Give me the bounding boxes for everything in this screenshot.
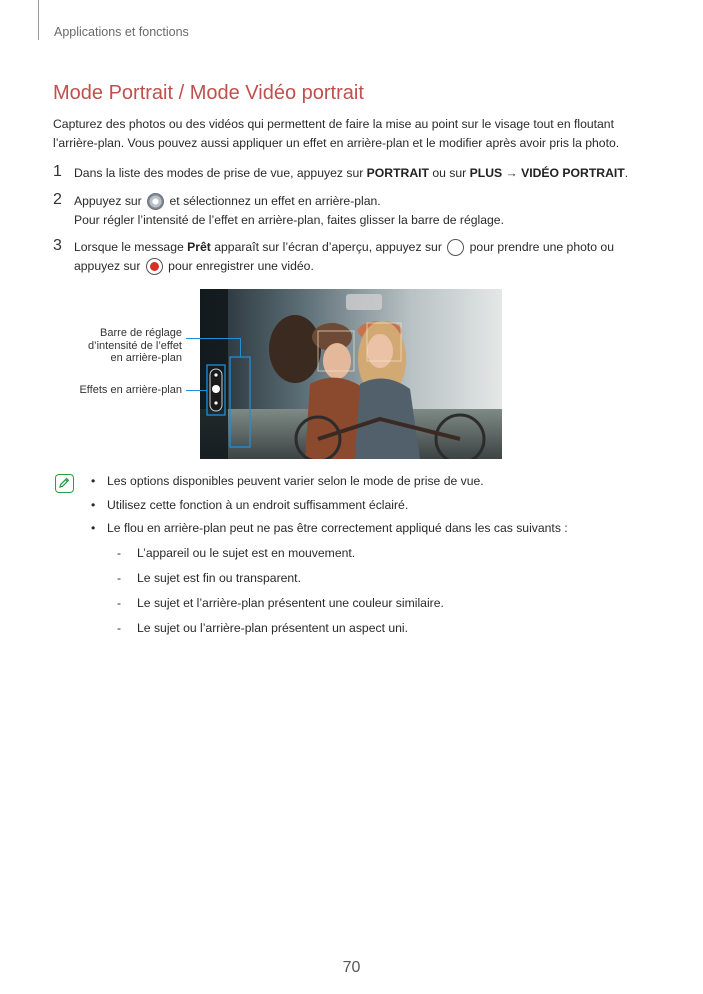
step-body bbox=[74, 238, 654, 276]
video-record-icon[interactable] bbox=[146, 258, 163, 275]
step-text: Lorsque le message bbox=[74, 240, 188, 254]
list-item: • Utilisez cette fonction à un endroit suffisamment éclairé. bbox=[91, 496, 568, 520]
callout-text: Barre de réglage bbox=[100, 327, 182, 339]
step-text: . bbox=[624, 166, 629, 180]
portrait-video-label: VIDÉO PORTRAIT bbox=[521, 166, 625, 180]
slider-callout-line bbox=[186, 338, 240, 339]
page-title: Mode Portrait / Mode Vidéo portrait bbox=[53, 82, 364, 104]
list-item: • Le flou en arrière-plan peut ne pas être correctement appliqué dans les cas suivants : bbox=[91, 519, 568, 543]
step-text: apparaît sur l’écran d’aperçu, appuyez sur bbox=[210, 240, 446, 254]
ready-message-label: Prêt bbox=[187, 240, 211, 254]
section-title: Applications et fonctions bbox=[54, 25, 189, 39]
intro-paragraph: Capturez des photos ou des vidéos qui permettent de faire la mise au point sur le visage tout en floutant l’arrière-plan. Vous pouvez aussi appliquer un effet en arrière-plan et le modifier après avoir pris la photo. bbox=[53, 117, 620, 150]
step-text: Dans la liste des modes de prise de vue, appuyez sur bbox=[74, 166, 367, 180]
camera-preview-illustration bbox=[200, 289, 502, 459]
callout-text: d’intensité de l’effet bbox=[88, 339, 182, 352]
subnotes-list bbox=[117, 544, 444, 644]
step-number: 3 bbox=[53, 237, 62, 254]
step-text: → bbox=[502, 166, 522, 180]
list-item: - Le sujet et l’arrière-plan présentent une couleur similaire. bbox=[117, 594, 444, 619]
step-number: 1 bbox=[53, 163, 62, 180]
step-body bbox=[74, 164, 654, 183]
step-2 bbox=[53, 192, 654, 230]
camera-preview-image bbox=[200, 289, 502, 459]
more-mode-label: PLUS bbox=[469, 166, 503, 180]
step-text: ou sur bbox=[428, 166, 470, 180]
background-effect-icon[interactable] bbox=[147, 193, 164, 210]
list-item: - Le sujet ou l’arrière-plan présentent un aspect uni. bbox=[117, 619, 444, 644]
list-item: • Les options disponibles peuvent varier selon le mode de prise de vue. bbox=[91, 472, 568, 496]
callout-text: en arrière-plan bbox=[110, 352, 182, 364]
header-rule bbox=[38, 0, 39, 40]
step-body bbox=[74, 192, 654, 230]
step-1 bbox=[53, 164, 654, 183]
note-pencil-icon bbox=[55, 474, 74, 493]
step-text: pour prendre une photo ou bbox=[466, 240, 614, 254]
list-item: - Le sujet est fin ou transparent. bbox=[117, 569, 444, 594]
camera-shutter-icon[interactable] bbox=[447, 239, 464, 256]
slider-callout bbox=[60, 327, 182, 365]
page-number: 70 bbox=[342, 959, 361, 976]
list-item: - L’appareil ou le sujet est en mouvement. bbox=[117, 544, 444, 569]
step-number: 2 bbox=[53, 191, 62, 208]
step-text: Pour régler l’intensité de l’effet en arrière-plan, faites glisser la barre de réglage. bbox=[74, 213, 504, 227]
step-text: Appuyez sur bbox=[74, 194, 146, 208]
step-text: et sélectionnez un effet en arrière-plan. bbox=[166, 194, 381, 208]
slider-callout-line bbox=[240, 338, 241, 357]
notes-list bbox=[91, 472, 568, 543]
step-text: pour enregistrer une vidéo. bbox=[164, 259, 314, 273]
step-3 bbox=[53, 238, 654, 276]
effects-callout-line bbox=[186, 390, 207, 391]
effects-callout: Effets en arrière-plan bbox=[79, 384, 182, 396]
step-text: appuyez sur bbox=[74, 259, 144, 273]
portrait-mode-label: PORTRAIT bbox=[366, 166, 429, 180]
